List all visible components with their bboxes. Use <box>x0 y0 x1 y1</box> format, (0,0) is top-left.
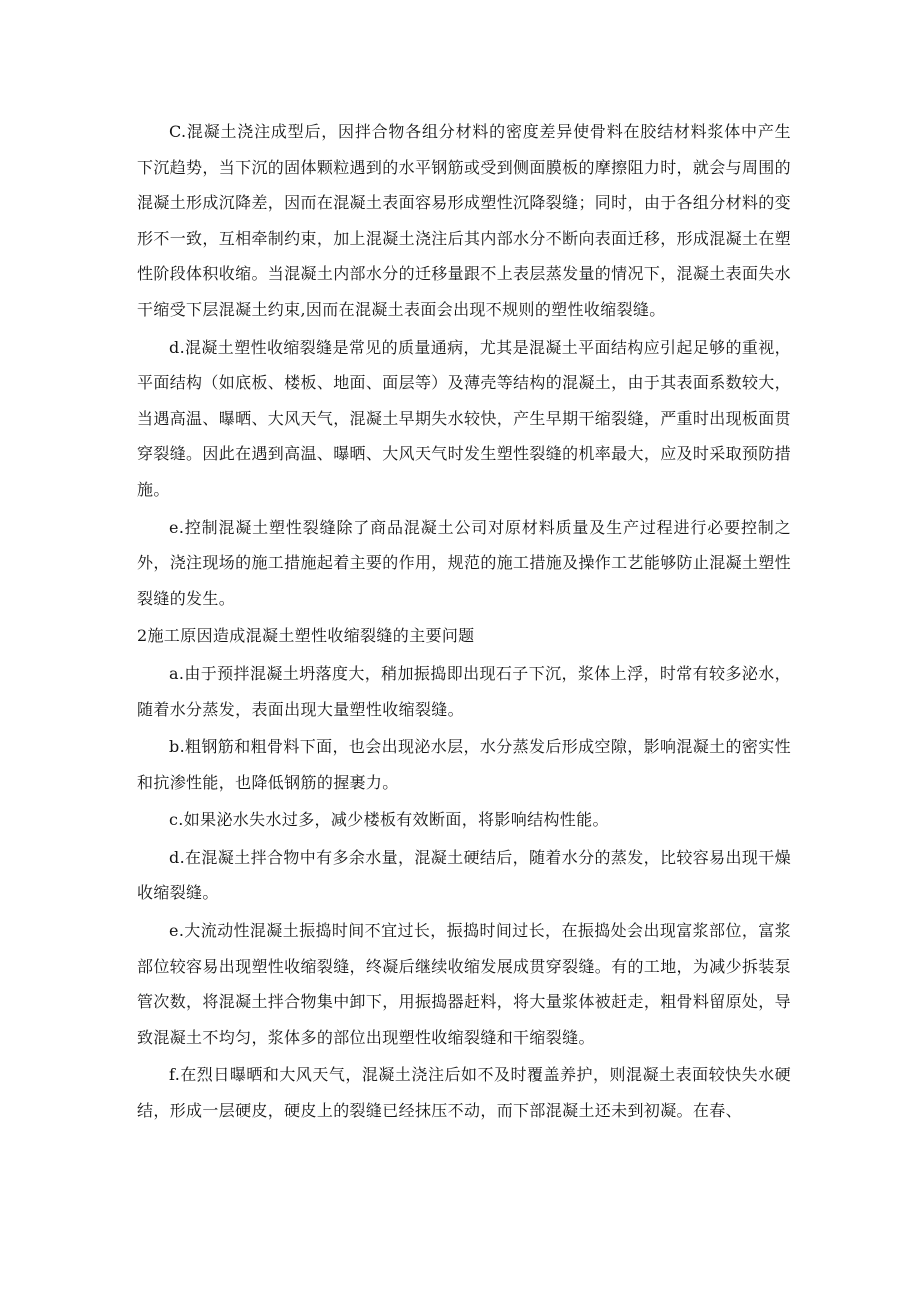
paragraph-f-sun-wind: f.在烈日曝晒和大风天气，混凝土浇注后如不及时覆盖养护，则混凝土表面较快失水硬结，形成一层硬皮，硬皮上的裂缝已经抹压不动，而下部混凝土还未到初凝。在春、 <box>137 1065 791 1121</box>
paragraph-d-excess-water: d.在混凝土拌合物中有多余水量，混凝土硬结后，随着水分的蒸发，比较容易出现干燥收缩裂缝。 <box>137 847 791 903</box>
paragraph-c-plastic-settlement: C.混凝土浇注成型后，因拌合物各组分材料的密度差异使骨料在胶结材料浆体中产生下沉趋势，当下沉的固体颗粒遇到的水平钢筋或受到侧面膜板的摩擦阻力时，就会与周围的混凝土形成沉降差，因而在混凝土表面容易形成塑性沉降裂缝；同时，由于各组分材料的变形不一致，互相牵制约束，加上混凝土浇注后其内部水分不断向表面迁移，形成混凝土在塑性阶段体积收缩。当混凝土内部水分的迁移量跟不上表层蒸发量的情况下，混凝土表面失水干缩受下层混凝土约束,因而在混凝土表面会出现不规则的塑性收缩裂缝。 <box>137 122 792 319</box>
paragraph-e-site-control: e.控制混凝土塑性裂缝除了商品混凝土公司对原材料质量及生产过程进行必要控制之外，浇注现场的施工措施起着主要的作用，规范的施工措施及操作工艺能够防止混凝土塑性裂缝的发生。 <box>137 517 792 608</box>
section-heading-construction-causes: 2施工原因造成混凝土塑性收缩裂缝的主要问题 <box>137 626 475 646</box>
paragraph-a-slump-bleeding: a.由于预拌混凝土坍落度大，稍加振捣即出现石子下沉，浆体上浮，时常有较多泌水，随着水分蒸发，表面出现大量塑性收缩裂缝。 <box>137 663 791 719</box>
document-body <box>137 114 791 1131</box>
paragraph-b-bleeding-layer: b.粗钢筋和粗骨料下面，也会出现泌水层，水分蒸发后形成空隙，影响混凝土的密实性和抗渗性能，也降低钢筋的握裹力。 <box>137 737 791 792</box>
paragraph-d-common-defect: d.混凝土塑性收缩裂缝是常见的质量通病，尤其是混凝土平面结构应引起足够的重视，平面结构（如底板、楼板、地面、面层等）及薄壳等结构的混凝土，由于其表面系数较大，当遇高温、曝晒、大风天气，混凝土早期失水较快，产生早期干缩裂缝，严重时出现板面贯穿裂缝。因此在遇到高温、曝晒、大风天气时发生塑性裂缝的机率最大，应及时采取预防措施。 <box>137 337 792 499</box>
paragraph-c-water-loss: c.如果泌水失水过多，减少楼板有效断面，将影响结构性能。 <box>169 810 609 830</box>
paragraph-e-over-vibration: e.大流动性混凝土振捣时间不宜过长，振捣时间过长，在振捣处会出现富浆部位，富浆部位较容易出现塑性收缩裂缝，终凝后继续收缩发展成贯穿裂缝。有的工地，为减少拆装泵管次数，将混凝土拌合物集中卸下，用振捣器赶料，将大量浆体被赶走，粗骨料留原处，导致混凝土不均匀，浆体多的部位出现塑性收缩裂缝和干缩裂缝。 <box>137 921 792 1047</box>
